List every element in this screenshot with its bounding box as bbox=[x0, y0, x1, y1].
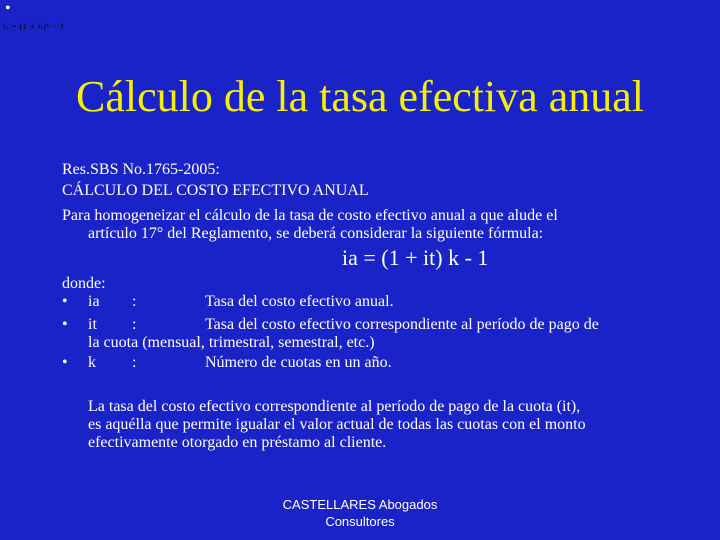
definition-colon: : bbox=[132, 354, 137, 371]
note-line2: es aquélla que permite igualar el valor actual de todas las cuotas con el monto bbox=[88, 416, 586, 433]
resolution-reference: Res.SBS No.1765-2005: bbox=[62, 161, 220, 178]
definition-term: it bbox=[88, 316, 97, 333]
definition-description: Tasa del costo efectivo correspondiente al período de pago de bbox=[205, 316, 599, 333]
resolution-paragraph bbox=[62, 207, 662, 243]
corner-bullet: • bbox=[5, 0, 11, 17]
slide-title: Cálculo de la tasa efectiva anual bbox=[75, 72, 645, 121]
effective-rate-formula: ia = (1 + it) k - 1 bbox=[342, 245, 489, 270]
bullet: • bbox=[62, 293, 68, 310]
definition-term: ia bbox=[88, 293, 100, 310]
bullet: • bbox=[62, 354, 68, 371]
definition-term: k bbox=[88, 354, 96, 371]
note-line3: efectivamente otorgado en préstamo al cliente. bbox=[88, 434, 387, 451]
resolution-heading: CÁLCULO DEL COSTO EFECTIVO ANUAL bbox=[62, 182, 369, 199]
explanatory-note bbox=[88, 398, 668, 452]
definition-continuation: la cuota (mensual, trimestral, semestral, etc.) bbox=[88, 334, 375, 351]
definition-colon: : bbox=[132, 293, 137, 310]
resolution-paragraph-line2: artículo 17° del Reglamento, se deberá considerar la siguiente fórmula: bbox=[88, 225, 544, 242]
footer-firm-type: Consultores bbox=[325, 514, 395, 529]
definition-description: Tasa del costo efectivo anual. bbox=[205, 293, 394, 310]
small-formula-image: iₐ = (1 + iₜ)ᵏ − 1 bbox=[3, 22, 65, 31]
note-line1: La tasa del costo efectivo correspondiente al período de pago de la cuota (it), bbox=[88, 398, 581, 415]
definition-colon: : bbox=[132, 316, 137, 333]
definition-description: Número de cuotas en un año. bbox=[205, 354, 392, 371]
resolution-paragraph-line1: Para homogeneizar el cálculo de la tasa de costo efectivo anual a que alude el bbox=[62, 207, 558, 224]
donde-label: donde: bbox=[62, 275, 106, 292]
footer-credit bbox=[260, 496, 460, 530]
bullet: • bbox=[62, 316, 68, 333]
footer-firm-name: CASTELLARES Abogados bbox=[282, 497, 438, 512]
